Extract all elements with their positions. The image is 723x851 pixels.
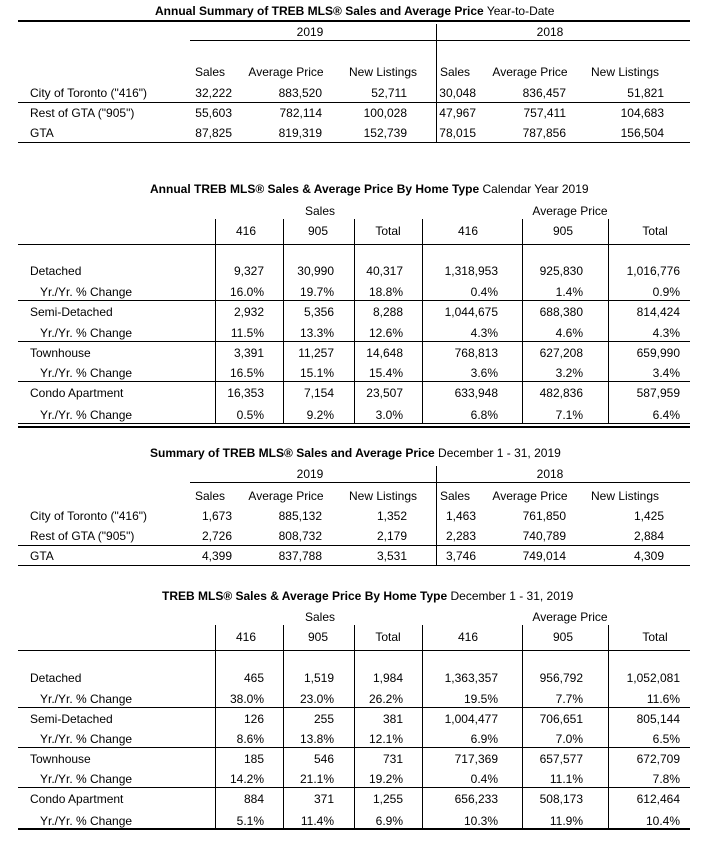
s2-col-header: Total: [642, 224, 668, 238]
s2-cell: 587,959: [636, 386, 680, 400]
s2-col-divider: [283, 219, 284, 424]
s4-cell: 1,004,477: [444, 712, 498, 726]
s2-cell: 3.4%: [652, 366, 680, 380]
s3-cell: 1,352: [376, 509, 407, 523]
s1-cell: 52,711: [371, 86, 407, 100]
s2-row-change-label: Yr./Yr. % Change: [40, 285, 133, 299]
s3-col-header: Sales: [439, 489, 471, 503]
s4-col-divider: [608, 625, 609, 828]
s4-col-divider: [522, 625, 523, 828]
s3-cell: 837,788: [278, 549, 322, 563]
s3-col-header: Average Price: [248, 489, 324, 503]
s1-cell: 152,739: [363, 126, 407, 140]
s2-cell: 16,353: [227, 386, 264, 400]
s1-cell: 787,856: [522, 126, 566, 140]
s4-row-label: Townhouse: [30, 752, 91, 766]
s1-cell: 51,821: [627, 86, 664, 100]
s1-cell: 55,603: [195, 106, 232, 120]
s3-col-header: Sales: [194, 489, 226, 503]
s2-cell: 11,257: [298, 346, 334, 360]
s2-col-divider: [422, 219, 423, 424]
s4-cell: 546: [313, 752, 334, 766]
s4-cell: 10.4%: [645, 814, 680, 828]
s4-cell: 657,577: [539, 752, 583, 766]
s4-cell: 956,792: [539, 671, 583, 685]
s1-cell: 836,457: [522, 86, 566, 100]
s2-cell: 688,380: [539, 305, 583, 319]
s4-cell: 126: [243, 712, 264, 726]
s4-cell: 14.2%: [229, 772, 264, 786]
s4-cell: 612,464: [636, 792, 680, 806]
s4-cell: 11.9%: [549, 814, 583, 828]
s3-cell: 1,673: [201, 509, 232, 523]
s2-cell: 14,648: [366, 346, 403, 360]
s4-cell: 6.9%: [375, 814, 403, 828]
s1-year-2018: 2018: [536, 25, 564, 39]
s2-cell: 7,154: [303, 386, 334, 400]
s3-cell: 2,726: [201, 529, 232, 543]
s2-cell: 659,990: [636, 346, 680, 360]
s1-cell: 32,222: [195, 86, 232, 100]
s1-col-header: New Listings: [590, 65, 660, 79]
s4-col-divider: [354, 625, 355, 828]
s3-col-header: Average Price: [492, 489, 568, 503]
s4-cell: 8.6%: [236, 732, 264, 746]
s4-cell: 19.5%: [463, 692, 498, 706]
s4-cell: 1,363,357: [444, 671, 498, 685]
s1-title: Annual Summary of TREB MLS® Sales and Average Price Year-to-Date: [155, 4, 555, 18]
s1-row-rule: [18, 142, 690, 143]
s3-top-rule: [18, 426, 690, 428]
s1-cell: 87,825: [195, 126, 232, 140]
s4-row-label: Detached: [30, 671, 82, 685]
s4-col-divider: [283, 625, 284, 828]
s4-cell: 11.1%: [549, 772, 583, 786]
s2-cell: 1.4%: [555, 285, 583, 299]
s3-cell: 1,463: [445, 509, 476, 523]
s4-cell: 23.0%: [299, 692, 334, 706]
s4-cell: 0.4%: [470, 772, 498, 786]
s3-col-header: New Listings: [348, 489, 418, 503]
s2-cell: 2,932: [233, 305, 264, 319]
s2-cell: 11.5%: [230, 326, 264, 340]
s3-cell: 749,014: [522, 549, 566, 563]
s4-cell: 465: [243, 671, 264, 685]
s2-cell: 1,318,953: [444, 264, 498, 278]
s1-year-divider: [436, 24, 437, 142]
s1-top-rule: [18, 20, 690, 22]
s2-cell: 814,424: [636, 305, 680, 319]
s2-col-header: 416: [235, 224, 257, 238]
s2-cell: 4.3%: [652, 326, 680, 340]
s4-cell: 5.1%: [236, 814, 264, 828]
s4-cell: 11.4%: [300, 814, 334, 828]
s4-cell: 1,984: [372, 671, 403, 685]
s2-cell: 0.5%: [236, 408, 264, 422]
s2-cell: 482,836: [539, 386, 583, 400]
s2-cell: 3,391: [233, 346, 264, 360]
s2-cell: 9,327: [233, 264, 264, 278]
s1-row-rule: [18, 102, 690, 103]
s4-title: TREB MLS® Sales & Average Price By Home Type December 1 - 31, 2019: [162, 589, 574, 603]
s2-cell: 1,044,675: [444, 305, 498, 319]
s2-cell: 633,948: [454, 386, 498, 400]
s1-cell: 78,015: [439, 126, 476, 140]
s4-cell: 185: [243, 752, 264, 766]
s4-cell: 255: [313, 712, 334, 726]
s1-cell: 104,683: [620, 106, 664, 120]
s4-col-divider: [422, 625, 423, 828]
s4-cell: 656,233: [454, 792, 498, 806]
s1-cell: 757,411: [523, 106, 566, 120]
s3-row-label: GTA: [30, 549, 54, 563]
s2-cell: 16.5%: [229, 366, 264, 380]
s4-cell: 508,173: [539, 792, 583, 806]
s3-year-2018: 2018: [536, 467, 564, 481]
s2-row-label: Detached: [30, 264, 82, 278]
s4-row-rule: [18, 829, 690, 830]
s4-col-header: 416: [235, 630, 257, 644]
s3-year-rule: [436, 482, 690, 483]
s3-cell: 2,179: [376, 529, 407, 543]
s4-cell: 7.8%: [652, 772, 680, 786]
s4-row-label: Semi-Detached: [30, 712, 113, 726]
s3-cell: 3,746: [445, 549, 476, 563]
s2-col-header: 905: [552, 224, 574, 238]
s2-cell: 768,813: [454, 346, 498, 360]
s4-cell: 672,709: [636, 752, 680, 766]
s3-cell: 4,309: [633, 549, 664, 563]
s2-col-header: 905: [307, 224, 329, 238]
s2-col-divider: [215, 219, 216, 424]
s2-row-change-label: Yr./Yr. % Change: [40, 366, 133, 380]
s3-year-divider: [436, 466, 437, 565]
s4-cell: 731: [382, 752, 403, 766]
s2-cell: 9.2%: [306, 408, 334, 422]
s2-cell: 19.7%: [299, 285, 334, 299]
s2-cell: 6.8%: [470, 408, 498, 422]
s4-cell: 381: [382, 712, 403, 726]
s2-cell: 30,990: [297, 264, 334, 278]
s3-cell: 761,850: [522, 509, 566, 523]
s4-row-change-label: Yr./Yr. % Change: [40, 732, 133, 746]
s2-cell: 3.2%: [555, 366, 583, 380]
s4-group-sales: Sales: [304, 610, 336, 624]
s2-row-label: Condo Apartment: [30, 386, 124, 400]
s4-row-change-label: Yr./Yr. % Change: [40, 692, 133, 706]
s1-cell: 30,048: [439, 86, 476, 100]
s3-col-header: New Listings: [590, 489, 660, 503]
s2-cell: 23,507: [366, 386, 403, 400]
s2-cell: 40,317: [366, 264, 403, 278]
s2-cell: 0.4%: [470, 285, 498, 299]
s4-col-divider: [215, 625, 216, 828]
s2-cell: 15.1%: [299, 366, 334, 380]
s1-row-label: GTA: [30, 126, 54, 140]
s1-row-label: City of Toronto ("416"): [30, 86, 148, 100]
s4-col-header: 905: [307, 630, 329, 644]
s1-year-rule: [436, 40, 690, 41]
s4-row-change-label: Yr./Yr. % Change: [40, 772, 133, 786]
s4-cell: 26.2%: [368, 692, 403, 706]
s2-row-label: Townhouse: [30, 346, 91, 360]
s3-cell: 740,789: [522, 529, 566, 543]
s3-cell: 808,732: [278, 529, 322, 543]
s4-cell: 371: [313, 792, 334, 806]
s1-col-header: Sales: [439, 65, 471, 79]
s3-title: Summary of TREB MLS® Sales and Average Price December 1 - 31, 2019: [150, 446, 561, 460]
s2-cell: 5,356: [303, 305, 334, 319]
s2-cell: 6.4%: [652, 408, 680, 422]
s2-cell: 1,016,776: [626, 264, 680, 278]
s2-row-label: Semi-Detached: [30, 305, 113, 319]
s4-cell: 6.9%: [470, 732, 498, 746]
s2-title: Annual TREB MLS® Sales & Average Price By Home Type Calendar Year 2019: [150, 182, 589, 196]
s4-row-change-label: Yr./Yr. % Change: [40, 814, 133, 828]
s2-col-header: Total: [375, 224, 401, 238]
s3-cell: 1,425: [633, 509, 664, 523]
s4-row-label: Condo Apartment: [30, 792, 124, 806]
s3-row-rule: [18, 545, 690, 546]
s2-cell: 18.8%: [368, 285, 403, 299]
s4-col-header: Total: [375, 630, 401, 644]
s2-cell: 3.6%: [470, 366, 498, 380]
s2-group-sales: Sales: [304, 204, 336, 218]
s2-cell: 16.0%: [229, 285, 264, 299]
s2-group-avg-price: Average Price: [532, 204, 608, 218]
s3-row-label: Rest of GTA ("905"): [30, 529, 135, 543]
s2-cell: 627,208: [539, 346, 583, 360]
s3-year-2019: 2019: [296, 467, 324, 481]
s2-cell: 0.9%: [652, 285, 680, 299]
s3-year-rule: [190, 482, 436, 483]
s4-cell: 884: [243, 792, 264, 806]
s4-cell: 21.1%: [299, 772, 334, 786]
s1-cell: 782,114: [279, 106, 322, 120]
s2-col-divider: [608, 219, 609, 424]
s4-col-header: 416: [457, 630, 479, 644]
s2-cell: 4.3%: [470, 326, 498, 340]
s3-cell: 3,531: [376, 549, 407, 563]
s1-row-label: Rest of GTA ("905"): [30, 106, 135, 120]
s1-col-header: Average Price: [492, 65, 568, 79]
s4-cell: 1,519: [303, 671, 334, 685]
s1-cell: 47,967: [439, 106, 476, 120]
s2-cell: 15.4%: [368, 366, 403, 380]
s2-cell: 13.3%: [299, 326, 334, 340]
s2-col-divider: [522, 219, 523, 424]
s1-cell: 156,504: [620, 126, 664, 140]
s3-row-rule: [18, 565, 690, 566]
s1-col-header: Average Price: [248, 65, 324, 79]
s1-col-header: New Listings: [348, 65, 418, 79]
s4-cell: 706,651: [539, 712, 583, 726]
s2-cell: 3.0%: [375, 408, 403, 422]
s2-cell: 4.6%: [555, 326, 583, 340]
s2-cell: 925,830: [539, 264, 583, 278]
s4-cell: 1,255: [372, 792, 403, 806]
s4-cell: 7.0%: [555, 732, 583, 746]
s4-cell: 7.7%: [555, 692, 583, 706]
s3-cell: 2,884: [633, 529, 664, 543]
s1-cell: 100,028: [363, 106, 407, 120]
s3-cell: 4,399: [201, 549, 232, 563]
s2-row-change-label: Yr./Yr. % Change: [40, 326, 133, 340]
s1-cell: 819,319: [278, 126, 322, 140]
s1-year-2019: 2019: [296, 25, 324, 39]
s4-group-avg-price: Average Price: [532, 610, 608, 624]
s4-cell: 38.0%: [229, 692, 264, 706]
s1-cell: 883,520: [278, 86, 322, 100]
s3-row-label: City of Toronto ("416"): [30, 509, 148, 523]
s4-col-header: 905: [552, 630, 574, 644]
s4-cell: 717,369: [454, 752, 498, 766]
s4-cell: 1,052,081: [626, 671, 680, 685]
s4-cell: 11.6%: [646, 692, 680, 706]
s2-cell: 12.6%: [368, 326, 403, 340]
s2-col-header: 416: [457, 224, 479, 238]
s3-cell: 2,283: [445, 529, 476, 543]
s1-year-rule: [190, 40, 436, 41]
s2-row-change-label: Yr./Yr. % Change: [40, 408, 133, 422]
s4-col-header: Total: [642, 630, 668, 644]
s4-cell: 13.8%: [299, 732, 334, 746]
s2-cell: 8,288: [372, 305, 403, 319]
s4-cell: 10.3%: [463, 814, 498, 828]
s2-cell: 7.1%: [555, 408, 583, 422]
s3-cell: 885,132: [278, 509, 322, 523]
s4-cell: 805,144: [636, 712, 680, 726]
s4-cell: 19.2%: [368, 772, 403, 786]
s4-cell: 12.1%: [368, 732, 403, 746]
s1-col-header: Sales: [194, 65, 226, 79]
s2-col-divider: [354, 219, 355, 424]
s4-cell: 6.5%: [652, 732, 680, 746]
